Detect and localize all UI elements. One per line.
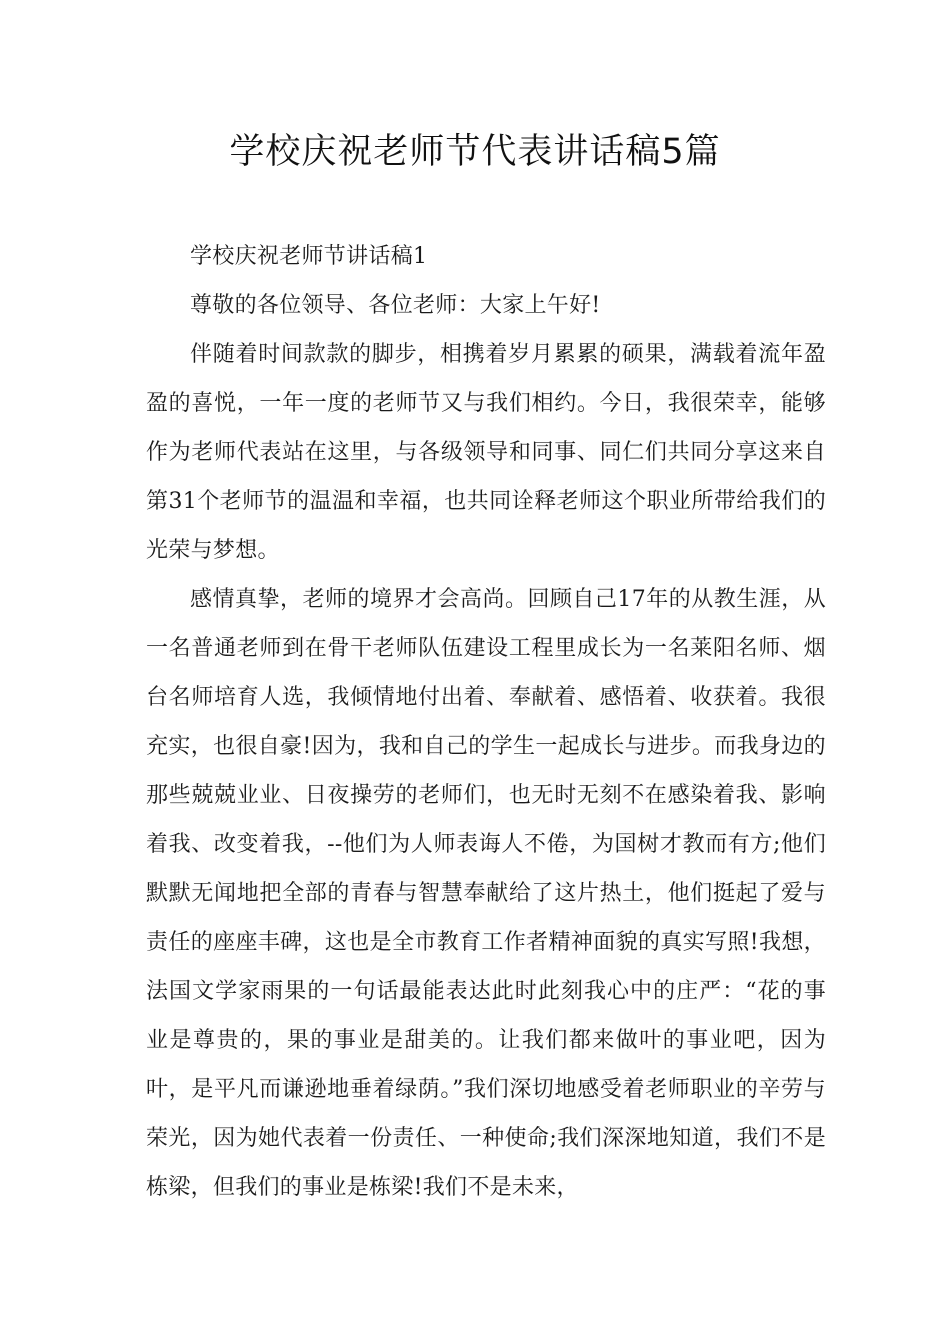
document-body — [146, 232, 826, 1212]
body-paragraph: 感情真挚，老师的境界才会高尚。回顾自己17年的从教生涯，从一名普通老师到在骨干老师队伍建设工程里成长为一名莱阳名师、烟台名师培育人选，我倾情地付出着、奉献着、感悟着、收获着。我很充实，也很自豪!因为，我和自己的学生一起成长与进步。而我身边的那些兢兢业业、日夜操劳的老师们，也无时无刻不在感染着我、影响着我、改变着我，--他们为人师表诲人不倦，为国树才教而有方;他们默默无闻地把全部的青春与智慧奉献给了这片热土，他们挺起了爱与责任的座座丰碑，这也是全市教育工作者精神面貌的真实写照!我想，法国文学家雨果的一句话最能表达此时此刻我心中的庄严：“花的事业是尊贵的，果的事业是甜美的。让我们都来做叶的事业吧，因为叶，是平凡而谦逊地垂着绿荫。”我们深切地感受着老师职业的辛劳与荣光，因为她代表着一份责任、一种使命;我们深深地知道，我们不是栋梁，但我们的事业是栋梁!我们不是未来， — [146, 587, 826, 1200]
body-paragraph: 伴随着时间款款的脚步，相携着岁月累累的硕果，满载着流年盈盈的喜悦，一年一度的老师节又与我们相约。今日，我很荣幸，能够作为老师代表站在这里，与各级领导和同事、同仁们共同分享这来自第31个老师节的温温和幸福，也共同诠释老师这个职业所带给我们的光荣与梦想。 — [146, 342, 826, 563]
document-title: 学校庆祝老师节代表讲话稿5篇 — [229, 132, 721, 172]
salutation-paragraph: 尊敬的各位领导、各位老师：大家上午好! — [190, 293, 601, 318]
section-heading: 学校庆祝老师节讲话稿1 — [190, 244, 428, 269]
